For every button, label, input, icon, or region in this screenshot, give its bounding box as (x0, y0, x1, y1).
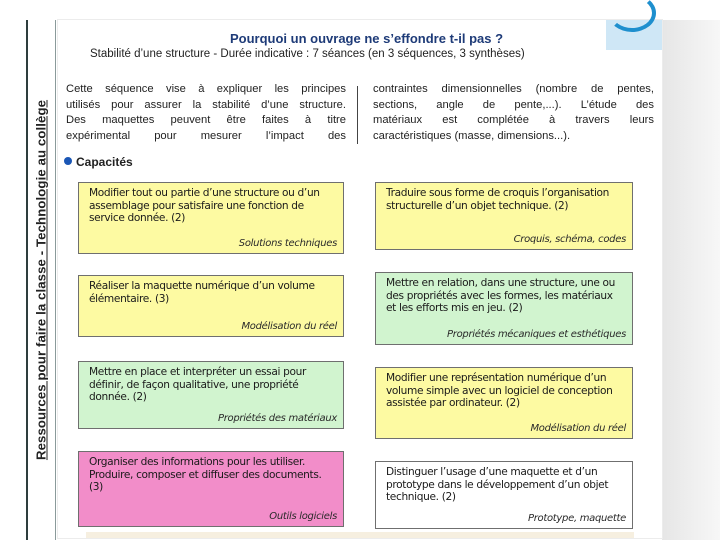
capacity-card (78, 275, 344, 337)
capacity-card-text: Réaliser la maquette numérique d’un volume élémentaire. (3) (89, 280, 315, 305)
capacity-card-text: Traduire sous forme de croquis l’organisation structurelle d’un objet technique. (2) (386, 187, 610, 212)
page-edge-shadow (662, 20, 720, 540)
capacity-card-text: Mettre en relation, dans une structure, une ou des propriétés avec les formes, les matériaux et les efforts mis en jeu. (2) (386, 277, 616, 314)
capacities-heading-label: Capacités (76, 155, 133, 169)
capacity-card-text: Mettre en place et interpréter un essai pour définir, de façon qualitative, une propriété donnée. (2) (89, 366, 306, 403)
intro-left-line: utilisés pour assurer la stabilité d’une structure. (66, 98, 346, 111)
intro-left-line: Cette séquence vise à expliquer les principes (66, 83, 346, 95)
capacity-card-tag: Modélisation du réel (241, 321, 337, 332)
capacity-card-text: Modifier tout ou partie d’une structure ou d’un assemblage pour satisfaire une fonction de service donnée. (2) (89, 187, 320, 224)
capacity-card-tag: Propriétés des matériaux (217, 413, 337, 424)
capacity-card (78, 361, 344, 429)
intro-left-column (66, 82, 346, 144)
capacity-card-tag: Solutions techniques (238, 238, 337, 249)
capacity-card-tag: Croquis, schéma, codes (513, 234, 626, 245)
intro-divider (357, 86, 358, 144)
intro-right-line: contraintes dimensionnelles (nombre de pentes, (373, 83, 654, 95)
capacity-card (375, 461, 633, 529)
capacities-heading (64, 155, 133, 169)
capacity-card-tag: Propriétés mécaniques et esthétiques (447, 329, 626, 340)
intro-right-line: matériaux est complétée à travers leurs (373, 114, 654, 126)
capacity-card-text: Distinguer l’usage d’une maquette et d’un prototype dans le développement d’un objet technique. (2) (386, 466, 609, 503)
intro-right-line: sections, angle de pente,...). L’étude des (373, 98, 654, 111)
capacity-card-text: Modifier une représentation numérique d’un volume simple avec un logiciel de conception assistée par ordinateur. (2) (386, 372, 613, 409)
capacity-card-tag: Outils logiciels (269, 511, 337, 522)
bullet-icon (64, 157, 72, 165)
intro-right-column (373, 82, 654, 144)
capacity-card (375, 367, 633, 439)
intro-right-line: caractéristiques (masse, dimensions...). (373, 129, 571, 142)
intro-left-line: Des maquettes peuvent être faites à titre (66, 114, 346, 126)
capacity-card-tag: Modélisation du réel (530, 423, 626, 434)
bottom-band (86, 532, 634, 538)
capacity-card (375, 182, 633, 250)
capacity-card (78, 451, 344, 527)
document-subtitle: Stabilité d’une structure - Durée indicative : 7 séances (en 3 séquences, 3 synthèses) (90, 48, 525, 60)
capacity-card-text: Organiser des informations pour les utiliser. Produire, composer et diffuser des documents. (3) (89, 456, 322, 493)
intro-left-line: expérimental pour mesurer l’impact des (66, 129, 346, 142)
capacity-card (78, 182, 344, 254)
document-title: Pourquoi un ouvrage ne s’effondre t-il pas ? (230, 31, 504, 46)
capacity-card-tag: Prototype, maquette (528, 513, 626, 524)
vertical-title: Ressources pour faire la classe - Technologie au collège (33, 99, 49, 461)
capacity-card (375, 272, 633, 345)
